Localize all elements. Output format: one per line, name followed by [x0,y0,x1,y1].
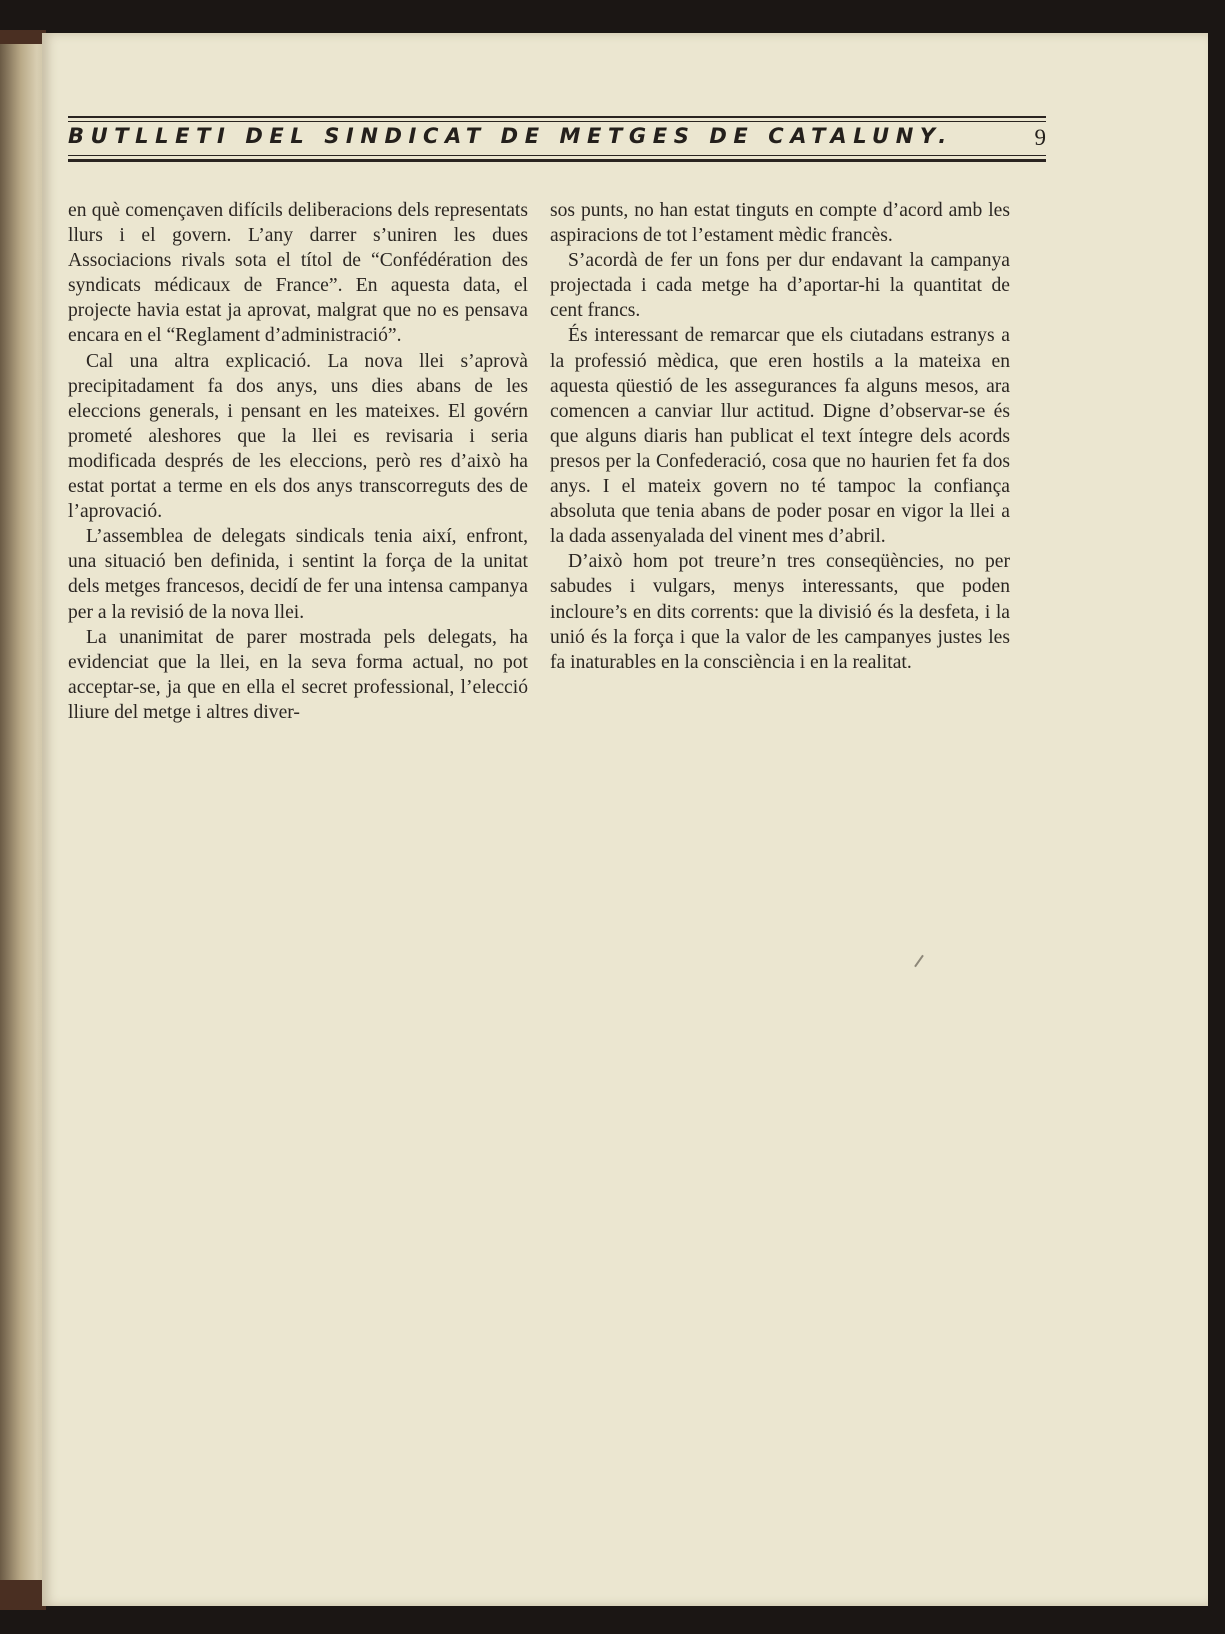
page-number: 9 [1034,125,1046,150]
spine-edge-bottom [0,1580,46,1610]
paragraph: La unanimitat de parer mostrada pels delegats, ha evidenciat que la llei, en la seva forma actual, no pot acceptar-se, ja que en ella el secret professional, l’elecció lliure del metge i altres diver- [68,626,528,723]
right-column [550,198,1010,675]
book-spine [0,30,46,1605]
header-rule-bottom [68,159,1046,162]
paragraph: sos punts, no han estat tinguts en compte d’acord amb les aspiracions de tot l’estament mèdic francès. [550,200,1010,247]
header-rule-top-thin [68,121,1046,122]
paragraph: en què començaven difícils deliberacions dels representats llurs i el govern. L’any darrer s’uniren les dues Associacions rivals sota el títol de “Confédération des syndicats médicaux de France”. En aquesta data, el projecte havia estat ja aprovat, malgrat que no es pensava encara en el “Reglament d’administració”. [68,200,528,347]
running-header [68,80,1046,162]
paragraph: S’acordà de fer un fons per dur endavant la campanya projectada i cada metge ha d’aportar-hi la quantitat de cent francs. [550,250,1010,322]
paragraph: D’això hom pot treure’n tres conseqüències, no per sabudes i vulgars, menys interessants, que poden incloure’s en dits corrents: que la divisió és la desfeta, i la unió és la força i que la valor de les campanyes justes les fa inaturables en la consciència i en la realitat. [550,551,1010,673]
spine-edge-top [0,30,46,44]
header-rule-bottom-thin [68,155,1046,156]
header-rule-top [68,116,1046,118]
running-title: BUTLLETI DEL SINDICAT DE METGES DE CATALUNY. [68,124,953,148]
paragraph: Cal una altra explicació. La nova llei s’aprovà precipitadament fa dos anys, uns dies abans de les eleccions generals, i pensant en les mateixes. El govérn prometé aleshores que la llei es revisaria i seria modificada després de les eleccions, però res d’això ha estat portat a terme en els dos anys transcorreguts des de l’aprovació. [68,350,528,523]
left-column [68,198,528,725]
paragraph: És interessant de remarcar que els ciutadans estranys a la professió mèdica, que eren hostils a la mateixa en aquesta qüestió de les assegurances fa alguns mesos, ara comencen a canviar llur actitud. Digne d’observar-se és que alguns diaris han publicat el text íntegre dels acords presos per la Confederació, cosa que no haurien fet fa dos anys. I el mateix govern no té tampoc la confiança absoluta que tenia abans de poder posar en vigor la llei a la dada assenyalada del vinent mes d’abril. [550,325,1010,548]
paragraph: L’assemblea de delegats sindicals tenia així, enfront, una situació ben definida, i sentint la força de la unitat dels metges francesos, decidí de fer una intensa campanya per a la revisió de la nova llei. [68,526,528,623]
